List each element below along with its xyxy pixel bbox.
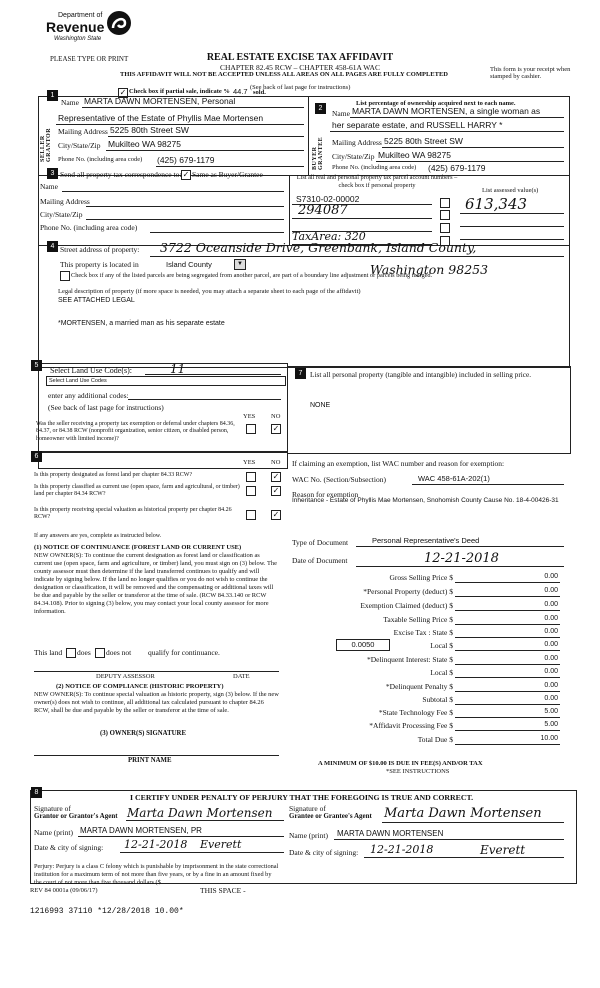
grantee-city[interactable]: Everett xyxy=(480,843,526,857)
buyer-side-label: BUYER GRANTEE xyxy=(312,136,324,170)
grantor-date[interactable]: 12-21-2018 xyxy=(124,838,188,851)
deputy-assessor-label: DEPUTY ASSESSOR xyxy=(96,673,155,680)
current-use-question: Is this property classified as current use (open space, farm and agricultural, or timber) land per chapter 84.34 RCW? xyxy=(34,484,240,498)
tax-row-label: Excise Tax : State $ xyxy=(393,628,453,637)
grantee-signature[interactable]: Marta Dawn Mortensen xyxy=(384,806,542,821)
recording-stamp: 1216993 37110 *12/28/2018 10.00* xyxy=(30,907,184,916)
partial-sale-sold: sold. xyxy=(253,89,266,96)
logo-dept-line2: Revenue xyxy=(46,19,105,35)
street-label: Street address of property: xyxy=(60,245,140,254)
street-address-line2[interactable]: Washington 98253 xyxy=(370,262,489,277)
land-use-see-back: (See back of last page for instructions) xyxy=(48,403,164,412)
continuance-text: NEW OWNER(S): To continue the current designation as forest land or classification as current use (open space, farm and agriculture, or timber) land, you must sign on (3) below. The county assessor must then determine if the land transferred continues to qualify and will indicate by signing below. If the land no longer qualifies or you do not wish to continue the designation or classification, it will be removed and the compensating or additional taxes will be due and payable by the seller or transferor at the time of sale. (RCW 84.33.140 or RCW 84.34.108). Prior to signing (3) below, you may contact your local county assessor for more information. xyxy=(34,552,277,615)
tax-row-value[interactable]: 5.00 xyxy=(544,708,558,715)
land-does-checkbox[interactable] xyxy=(66,648,76,658)
seller-city-label: City/State/Zip xyxy=(58,141,101,150)
parcel-2-personal-checkbox[interactable] xyxy=(440,210,450,220)
legal-label: Legal description of property (if more space is needed, you may attach a separate sheet to each page of the affidavit) xyxy=(58,288,361,295)
tax-row-label: *Personal Property (deduct) $ xyxy=(363,587,453,596)
section-6-badge: 6 xyxy=(31,451,42,462)
deputy-date-label: DATE xyxy=(233,673,250,680)
historic-question: Is this property receiving special valuation as historical property per chapter 84.26 RCW? xyxy=(34,507,232,521)
see-back-instr: (See back of last page for instructions) xyxy=(250,84,351,91)
perjury-notice: Perjury: Perjury is a class C felony which is punishable by imprisonment in the state correctional institution for a maximum term of not more than five years, or by a fine in an amount fixed by the court of not more than five thousand dollars ($ xyxy=(34,863,279,886)
corr-city-label: City/State/Zip xyxy=(40,210,83,219)
section-4-badge: 4 xyxy=(47,241,58,252)
tax-row-value[interactable]: 0.00 xyxy=(544,641,558,648)
ownership-note: List percentage of ownership acquired next to each name. xyxy=(356,100,516,107)
corr-phone-label: Phone No. (including area code) xyxy=(40,223,138,232)
legal-note[interactable]: *MORTENSEN, a married man as his separate estate xyxy=(58,320,225,327)
buyer-city[interactable]: Mukilteo WA 98275 xyxy=(378,150,451,160)
exemption-reason[interactable]: Inheritance - Estate of Phyllis Mae Mortensen, Snohomish County Cause No. 18-4-00426-31 xyxy=(292,497,559,504)
buyer-phone[interactable]: (425) 679-1179 xyxy=(428,163,486,173)
doc-type[interactable]: Personal Representative's Deed xyxy=(372,536,480,545)
land-use-label: Select Land Use Code(s): xyxy=(50,366,132,375)
tax-row-label: Local $ xyxy=(430,668,453,677)
partial-sale-label: Check box if partial sale, indicate % xyxy=(129,88,230,95)
grantor-sig-label1: Signature of xyxy=(34,804,71,813)
land-does-not-checkbox[interactable] xyxy=(95,648,105,658)
tax-row-value[interactable]: 10.00 xyxy=(540,735,558,742)
grantee-sig-label1: Signature of xyxy=(289,804,326,813)
county-dropdown-button[interactable] xyxy=(234,259,246,270)
form-notice: THIS AFFIDAVIT WILL NOT BE ACCEPTED UNLESS ALL AREAS ON ALL PAGES ARE FULLY COMPLETED xyxy=(120,71,448,78)
grantee-name[interactable]: MARTA DAWN MORTENSEN xyxy=(337,829,444,838)
compliance-title: (2) NOTICE OF COMPLIANCE (HISTORIC PROPERTY) xyxy=(56,683,224,690)
tax-row-value[interactable]: 0.00 xyxy=(544,668,558,675)
grantee-date[interactable]: 12-21-2018 xyxy=(370,843,434,856)
parcel-header: List all real and personal property tax parcel account numbers – check box if personal property xyxy=(296,174,458,189)
grantee-name-label: Name (print) xyxy=(289,831,328,840)
local-rate-input[interactable]: 0.0050 xyxy=(336,639,390,651)
additional-codes-label: enter any additional codes: xyxy=(48,391,129,400)
tax-row-value[interactable]: 0.00 xyxy=(544,628,558,635)
seller-name-line2[interactable]: Representative of the Estate of Phyllis Mae Mortensen xyxy=(58,113,264,123)
exemption-question: Was the seller receiving a property tax exemption or deferral under chapters 84.36, 84.37, or 84.38 RCW (nonprofit organization, senior citizen, or disabled person, homeowner with limited income)? xyxy=(36,421,235,442)
tax-row-label: *Delinquent Penalty $ xyxy=(385,682,453,691)
parcel-1[interactable]: S7310-02-00002 xyxy=(296,194,360,204)
wac-number[interactable]: WAC 458-61A-202(1) xyxy=(418,474,490,483)
grantee-date-city-label: Date & city of signing: xyxy=(289,848,359,857)
seller-mail-label: Mailing Address xyxy=(58,127,108,136)
buyer-phone-label: Phone No. (including area code) xyxy=(332,164,417,171)
reason-label: Reason for exemption xyxy=(292,490,359,499)
if-yes-note: If any answers are yes, complete as instructed below. xyxy=(34,533,162,539)
segregated-checkbox[interactable] xyxy=(60,271,70,281)
assessed-header: List assessed value(s) xyxy=(482,187,539,194)
form-chapter: CHAPTER 82.45 RCW – CHAPTER 458-61A WAC xyxy=(220,63,380,72)
logo-dept-line3: Washington State xyxy=(54,36,102,42)
s6-q3-yes-checkbox[interactable] xyxy=(246,510,256,520)
compliance-text: NEW OWNER(S): To continue special valuation as historic property, sign (3) below. If the new owner(s) does not wish to continue, all additional tax calculated pursuant to chapter 84.26 RCW, shall be due and payable by the seller or transferor at the time of sale. xyxy=(34,691,279,714)
parcel-1-personal-checkbox[interactable] xyxy=(440,198,450,208)
qualify-label: qualify for continuance. xyxy=(148,648,220,657)
exemption-label: If claiming an exemption, list WAC number and reason for exemption: xyxy=(292,459,505,468)
tax-row-label: *Delinquent Interest: State $ xyxy=(366,655,453,664)
buyer-name-label: Name xyxy=(332,109,350,118)
seller-phone-label: Phone No. (including area code) xyxy=(58,156,143,163)
corr-mail-label: Mailing Address xyxy=(40,197,90,206)
tax-row-label: Local $ xyxy=(430,641,453,650)
grantor-date-city-label: Date & city of signing: xyxy=(34,843,104,852)
partial-sale-checkbox[interactable]: ✓ xyxy=(119,88,127,97)
personal-property-label: List all personal property (tangible and intangible) included in selling price. xyxy=(310,370,532,379)
tax-row-value[interactable]: 5.00 xyxy=(544,721,558,728)
doc-date[interactable]: 12-21-2018 xyxy=(424,551,499,566)
this-space-label: THIS SPACE - xyxy=(200,886,246,895)
tax-row-label: Gross Selling Price $ xyxy=(389,573,453,582)
tax-row-value[interactable]: 0.00 xyxy=(544,695,558,702)
tax-area[interactable]: TaxArea: 320 xyxy=(292,230,366,243)
land-does-not-label: does not xyxy=(106,648,132,657)
located-label: This property is located in xyxy=(60,260,139,269)
partial-sale-pct[interactable]: 44.7 xyxy=(233,87,248,96)
grantee-sig-label2: Grantee or Grantee's Agent xyxy=(289,812,372,820)
tax-row-value[interactable]: 0.00 xyxy=(544,601,558,608)
street-address[interactable]: 3722 Oceanside Drive, Greenbank, Island County, xyxy=(160,240,477,255)
seller-name-label: Name xyxy=(61,98,79,107)
tax-row-value[interactable]: 0.00 xyxy=(544,682,558,689)
s6-q3-no-checkbox[interactable]: ✓ xyxy=(272,510,280,519)
tax-row-label: Total Due $ xyxy=(417,735,453,744)
seller-name-line1[interactable]: MARTA DAWN MORTENSEN, Personal xyxy=(84,96,236,106)
same-as-buyer-checkbox[interactable]: ✓ xyxy=(182,170,190,179)
parcel-2[interactable]: 294087 xyxy=(298,203,348,218)
buyer-mail[interactable]: 5225 80th Street SW xyxy=(384,136,463,146)
seller-mail[interactable]: 5225 80th Street SW xyxy=(110,125,189,135)
land-does-label: does xyxy=(77,648,91,657)
s5-q1-yes-checkbox[interactable] xyxy=(246,424,256,434)
grantor-name[interactable]: MARTA DAWN MORTENSEN, PR xyxy=(80,826,202,835)
tax-row-value[interactable]: 0.00 xyxy=(544,655,558,662)
s6-q2-no-checkbox[interactable]: ✓ xyxy=(272,486,280,495)
minimum-fee-note: A MINIMUM OF $10.00 IS DUE IN FEE(S) AND/OR TAX xyxy=(318,760,483,767)
seller-city[interactable]: Mukilteo WA 98275 xyxy=(108,139,181,149)
s5-no-header: NO xyxy=(271,413,281,420)
see-instructions: *SEE INSTRUCTIONS xyxy=(386,768,450,775)
this-land-label: This land xyxy=(34,648,63,657)
assessed-value[interactable]: 613,343 xyxy=(465,195,528,213)
tax-row-label: *Affidavit Processing Fee $ xyxy=(369,721,453,730)
s6-q1-no-checkbox[interactable]: ✓ xyxy=(272,472,280,481)
county-select[interactable]: Island County xyxy=(166,260,212,269)
s6-q2-yes-checkbox[interactable] xyxy=(246,486,256,496)
buyer-name-line2[interactable]: her separate estate, and RUSSELL HARRY * xyxy=(332,120,503,130)
section-8-badge: 8 xyxy=(31,787,42,798)
personal-property-value[interactable]: NONE xyxy=(310,402,331,409)
section-7-frame xyxy=(287,366,571,454)
section-5-badge: 5 xyxy=(31,360,42,371)
please-type: PLEASE TYPE OR PRINT xyxy=(50,55,129,63)
buyer-mail-label: Mailing Address xyxy=(332,138,382,147)
tax-row-label: Taxable Selling Price $ xyxy=(383,615,453,624)
parcel-3-personal-checkbox[interactable] xyxy=(440,223,450,233)
print-name-label: PRINT NAME xyxy=(128,757,172,764)
section-3-badge: 3 xyxy=(47,168,58,179)
grantor-city[interactable]: Everett xyxy=(200,838,242,851)
legal-description[interactable]: SEE ATTACHED LEGAL xyxy=(58,297,135,304)
tax-row-value[interactable]: 0.00 xyxy=(544,615,558,622)
owner-signature-label: (3) OWNER(S) SIGNATURE xyxy=(100,730,186,737)
grantor-name-label: Name (print) xyxy=(34,828,73,837)
dor-logo xyxy=(30,10,135,50)
wac-label: WAC No. (Section/Subsection) xyxy=(292,475,386,484)
section-2-badge: 2 xyxy=(315,103,326,114)
section-7-badge: 7 xyxy=(295,368,306,379)
doc-type-label: Type of Document xyxy=(292,538,349,547)
form-revision: REV 84 0001a (09/06/17) xyxy=(30,887,98,894)
form-title: REAL ESTATE EXCISE TAX AFFIDAVIT xyxy=(206,52,394,63)
section-1-badge: 1 xyxy=(47,90,58,101)
continuance-title: (1) NOTICE OF CONTINUANCE (FOREST LAND OR CURRENT USE) xyxy=(34,544,242,551)
corr-name-label: Name xyxy=(40,182,58,191)
certify-statement: I CERTIFY UNDER PENALTY OF PERJURY THAT THE FOREGOING IS TRUE AND CORRECT. xyxy=(130,793,474,802)
forest-question: Is this property designated as forest land per chapter 84.33 RCW? xyxy=(34,472,193,478)
s6-no-header: NO xyxy=(271,459,281,466)
buyer-name-line1[interactable]: MARTA DAWN MORTENSEN, a single woman as xyxy=(352,106,541,116)
seller-side-label: SELLER GRANTOR xyxy=(40,127,52,162)
tax-row-label: *State Technology Fee $ xyxy=(378,708,453,717)
land-use-code[interactable]: 11 xyxy=(170,362,186,376)
grantor-sig-label2: Grantor or Grantor's Agent xyxy=(34,812,118,820)
revenue-swirl-icon xyxy=(106,10,132,36)
grantor-signature[interactable]: Marta Dawn Mortensen xyxy=(127,806,273,820)
doc-date-label: Date of Document xyxy=(292,556,348,565)
s5-yes-header: YES xyxy=(243,413,256,420)
segregated-label: Check box if any of the listed parcels are being segregated from another parcel, are part of a boundary line adjustment or parcels being merged. xyxy=(71,272,433,279)
receipt-note: This form is your receipt when stamped by cashier. xyxy=(490,66,571,80)
s6-q1-yes-checkbox[interactable] xyxy=(246,472,256,482)
tax-row-value[interactable]: 0.00 xyxy=(544,573,558,580)
same-as-buyer-label: Same as Buyer/Grantee xyxy=(192,170,263,179)
land-use-dropdown[interactable]: Select Land Use Codes xyxy=(46,376,286,386)
chevron-down-icon: ▼ xyxy=(237,261,243,267)
send-correspondence-label: Send all property tax correspondence to: xyxy=(60,170,182,179)
tax-row-value[interactable]: 0.00 xyxy=(544,587,558,594)
seller-phone[interactable]: (425) 679-1179 xyxy=(157,155,215,165)
s5-q1-no-checkbox[interactable]: ✓ xyxy=(272,424,280,433)
s6-yes-header: YES xyxy=(243,459,256,466)
tax-row-label: Exemption Claimed (deduct) $ xyxy=(360,601,453,610)
buyer-city-label: City/State/Zip xyxy=(332,152,375,161)
tax-row-label: Subtotal $ xyxy=(422,695,453,704)
logo-dept-line1: Department of xyxy=(58,12,103,19)
